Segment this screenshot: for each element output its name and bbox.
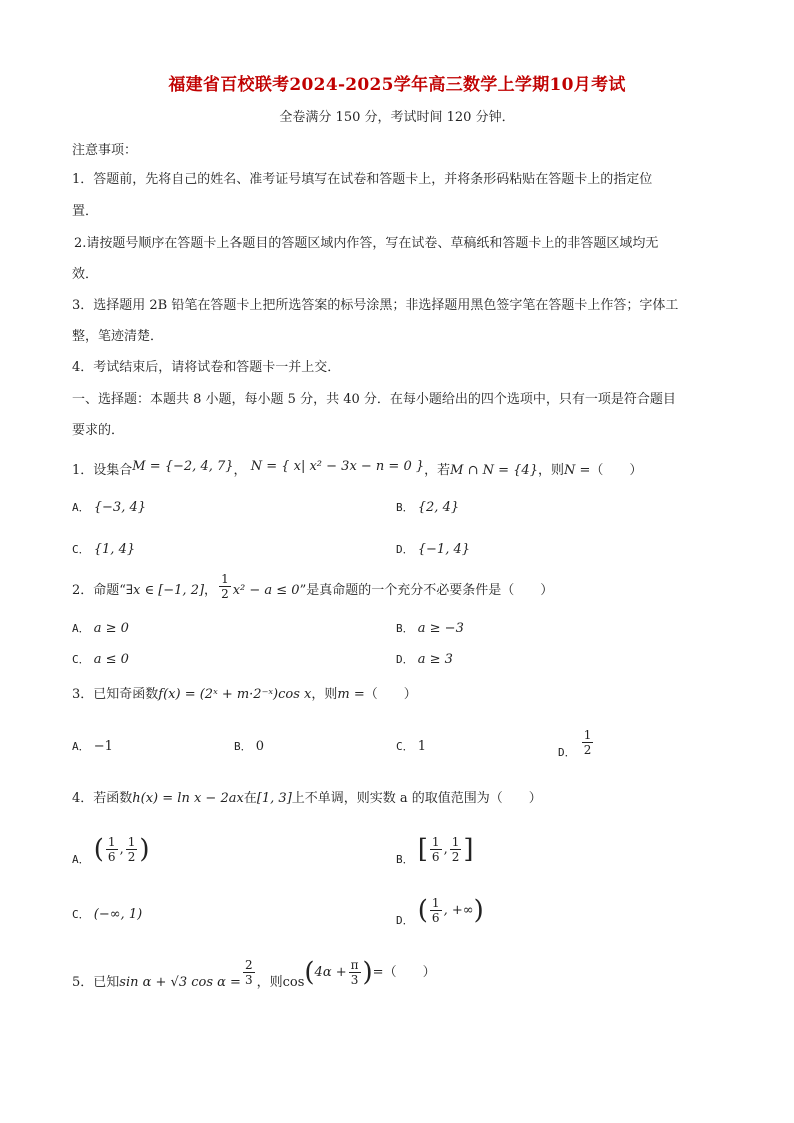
q3-option-a bbox=[72, 738, 113, 756]
q1-option-d-label: D． bbox=[396, 543, 414, 556]
q2-fraction-den: 2 bbox=[221, 587, 229, 601]
q1-option-d bbox=[396, 541, 470, 559]
question-1 bbox=[72, 459, 643, 480]
q1-option-c-label: C． bbox=[72, 543, 90, 556]
question-2 bbox=[72, 572, 554, 601]
q4-option-d-label: D． bbox=[396, 914, 414, 927]
q1-option-b-label: B． bbox=[396, 501, 414, 514]
q1-option-a-value: {−3, 4} bbox=[93, 500, 147, 515]
section1-line2: 要求的． bbox=[72, 423, 125, 438]
q5-fraction bbox=[243, 958, 255, 987]
q2-comma: ， bbox=[204, 583, 218, 598]
q3-option-a-value: −1 bbox=[93, 739, 113, 754]
q2-fraction bbox=[219, 572, 231, 601]
q3-paren: （ ） bbox=[364, 687, 417, 702]
q4-option-b-den2: 2 bbox=[451, 850, 460, 864]
q4-prefix: 4．若函数 bbox=[72, 791, 133, 806]
q4-mid: 在 bbox=[243, 791, 257, 806]
q4-option-b-num1: 1 bbox=[431, 835, 440, 849]
q5-cos: cos bbox=[282, 975, 305, 990]
q4-option-a-den1: 6 bbox=[107, 850, 116, 864]
q4-suffix: 上不单调，则实数 a 的取值范围为（ ） bbox=[291, 791, 542, 806]
q4-option-b-lbracket: [ bbox=[417, 834, 428, 865]
q2-exists: ∃x ∈ [−1, 2] bbox=[125, 583, 205, 598]
q5-then: ，则 bbox=[256, 975, 283, 990]
q2-option-b-value: a ≥ −3 bbox=[417, 621, 464, 636]
q4-option-a-frac2 bbox=[126, 835, 138, 864]
q1-option-b bbox=[396, 499, 459, 517]
q5-pi-fraction bbox=[349, 958, 361, 987]
q4-option-c bbox=[72, 906, 142, 924]
q4-option-d-frac bbox=[430, 896, 442, 925]
notice-3a: 3．选择题用 2B 铅笔在答题卡上把所选答案的标号涂黑；非选择题用黑色签字笔在答题卡上作答；字体工 bbox=[72, 298, 679, 313]
q1-option-c-value: {1, 4} bbox=[93, 542, 136, 557]
notice-heading: 注意事项： bbox=[72, 143, 138, 158]
q4-option-d-tail: , +∞ bbox=[443, 903, 474, 918]
q4-option-d bbox=[396, 896, 484, 932]
q2-suffix: ”是真命题的一个充分不必要条件是（ ） bbox=[299, 583, 554, 598]
q1-then: ，则 bbox=[537, 463, 564, 478]
q3-option-c-label: C． bbox=[396, 740, 414, 753]
q4-option-a: $_{A.}$ ( $\frac{1}{6}$ , $\frac{1}{2}$ ) bbox=[72, 834, 150, 866]
q1-set-m: M = {−2, 4, 7} bbox=[132, 459, 234, 474]
q4-option-b-rbracket: ] bbox=[463, 834, 474, 865]
q1-option-a bbox=[72, 499, 146, 517]
q3-option-d-fraction bbox=[582, 728, 594, 757]
notice-3b: 整，笔迹清楚． bbox=[72, 329, 164, 344]
q2-option-d bbox=[396, 651, 453, 669]
q3-option-d bbox=[558, 728, 595, 764]
q3-option-c-value: 1 bbox=[417, 739, 427, 754]
q3-option-d-den: 2 bbox=[583, 743, 592, 757]
q2-expr: x² − a ≤ 0 bbox=[232, 583, 300, 598]
q4-option-b-den1: 6 bbox=[431, 850, 440, 864]
q3-option-d-label: D． bbox=[558, 746, 576, 759]
q4-option-a-num1: 1 bbox=[107, 835, 116, 849]
q4-option-b-frac2 bbox=[450, 835, 462, 864]
q3-option-b-label: B． bbox=[234, 740, 252, 753]
q4-option-b-label: B． bbox=[396, 853, 414, 866]
q4-option-a-rparen: ) bbox=[139, 834, 150, 865]
notice-2b: 效． bbox=[72, 267, 99, 282]
q2-option-a bbox=[72, 620, 129, 638]
q1-set-n: N = { x| x² − 3x − n = 0 } bbox=[250, 459, 425, 474]
q5-rparen: ) bbox=[362, 957, 373, 988]
q1-prefix: 1．设集合 bbox=[72, 463, 133, 478]
q1-option-a-label: A． bbox=[72, 501, 90, 514]
q2-option-b bbox=[396, 620, 464, 638]
question-4 bbox=[72, 790, 542, 808]
q4-interval: [1, 3] bbox=[256, 791, 292, 806]
q4-option-c-value: (−∞, 1) bbox=[93, 907, 143, 922]
q1-option-c bbox=[72, 541, 135, 559]
q1-sep: ， bbox=[233, 463, 247, 478]
exam-subtitle: 全卷满分 150 分，考试时间 120 分钟． bbox=[279, 110, 515, 125]
notice-1a: 1．答题前，先将自己的姓名、准考证号填写在试卷和答题卡上，并将条形码粘贴在答题卡上的指定位 bbox=[72, 172, 653, 187]
q5-fraction-den: 3 bbox=[244, 973, 253, 987]
q1-condition: M ∩ N = {4} bbox=[450, 463, 538, 478]
q2-option-a-label: A． bbox=[72, 622, 90, 635]
q3-option-c bbox=[396, 738, 426, 756]
q4-option-b-num2: 1 bbox=[451, 835, 460, 849]
q1-ask: N = bbox=[564, 463, 591, 478]
q3-option-b-value: 0 bbox=[255, 739, 265, 754]
q5-lparen: ( bbox=[304, 957, 315, 988]
q2-prefix: 2．命题“ bbox=[72, 583, 126, 598]
q4-option-d-num: 1 bbox=[431, 896, 440, 910]
exam-title: 福建省百校联考2024-2025学年高三数学上学期10月考试 bbox=[168, 75, 626, 95]
q2-option-a-value: a ≥ 0 bbox=[93, 621, 129, 636]
q2-option-d-label: D． bbox=[396, 653, 414, 666]
q3-option-a-label: A． bbox=[72, 740, 90, 753]
q3-option-b bbox=[234, 738, 264, 756]
q5-paren: （ ） bbox=[383, 965, 436, 980]
q4-option-c-label: C． bbox=[72, 908, 90, 921]
q5-expr: sin α + √3 cos α = bbox=[119, 975, 241, 990]
q3-expr: f(x) = (2ˣ + m·2⁻ˣ)cos x bbox=[158, 687, 312, 702]
q3-then: ，则 bbox=[311, 687, 338, 702]
section1-line1: 一、选择题：本题共 8 小题，每小题 5 分，共 40 分．在每小题给出的四个选项中，只有一项是符合题目 bbox=[72, 392, 676, 407]
q4-option-a-lparen: ( bbox=[93, 834, 104, 865]
q4-option-a-frac1 bbox=[106, 835, 118, 864]
q4-expr: h(x) = ln x − 2ax bbox=[132, 791, 244, 806]
q5-eq: = bbox=[372, 965, 384, 980]
q1-option-b-value: {2, 4} bbox=[417, 500, 460, 515]
question-3 bbox=[72, 686, 417, 704]
q3-ask: m = bbox=[337, 687, 365, 702]
q3-option-d-num: 1 bbox=[583, 728, 592, 742]
q5-inner: 4α + bbox=[314, 965, 347, 980]
q5-fraction-num: 2 bbox=[244, 958, 253, 972]
notice-1b: 置． bbox=[72, 204, 99, 219]
notice-2a: 2.请按题号顺序在答题卡上各题目的答题区域内作答，写在试卷、草稿纸和答题卡上的非答题区域均无 bbox=[74, 236, 659, 251]
q2-option-c-value: a ≤ 0 bbox=[93, 652, 129, 667]
q1-option-d-value: {−1, 4} bbox=[417, 542, 471, 557]
q5-pi-num: π bbox=[350, 958, 359, 972]
notice-4: 4．考试结束后，请将试卷和答题卡一并上交． bbox=[72, 360, 341, 375]
q1-if: ，若 bbox=[424, 463, 451, 478]
q2-fraction-num: 1 bbox=[221, 572, 229, 586]
q3-prefix: 3．已知奇函数 bbox=[72, 687, 159, 702]
q5-pi-den: 3 bbox=[350, 973, 359, 987]
q2-option-c bbox=[72, 651, 129, 669]
q2-option-d-value: a ≥ 3 bbox=[417, 652, 453, 667]
q1-paren: （ ） bbox=[590, 463, 643, 478]
q2-option-b-label: B． bbox=[396, 622, 414, 635]
q4-option-b-frac1 bbox=[430, 835, 442, 864]
q4-option-d-den: 6 bbox=[431, 911, 440, 925]
question-5 bbox=[72, 958, 436, 994]
q4-option-b: $_{B.}$ [ $\frac{1}{6}$ , $\frac{1}{2}$ ] bbox=[396, 834, 474, 866]
q4-option-a-den2: 2 bbox=[127, 850, 136, 864]
q5-prefix: 5．已知 bbox=[72, 975, 120, 990]
q4-option-a-num2: 1 bbox=[127, 835, 136, 849]
q4-option-a-label: A． bbox=[72, 853, 90, 866]
q2-option-c-label: C． bbox=[72, 653, 90, 666]
q4-option-d-lparen: ( bbox=[417, 895, 428, 926]
q4-option-d-rparen: ) bbox=[473, 895, 484, 926]
